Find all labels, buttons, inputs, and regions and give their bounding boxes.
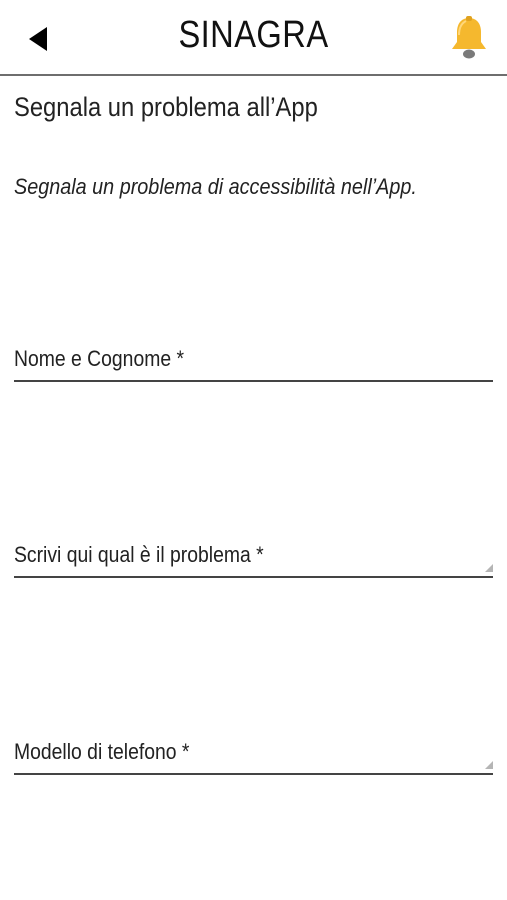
resize-grip-icon[interactable] (485, 564, 493, 572)
resize-grip-icon[interactable] (485, 761, 493, 769)
app-title: SINAGRA (178, 14, 329, 56)
bell-icon (449, 15, 489, 61)
phone-model-field-label: Modello di telefono * (14, 739, 190, 764)
problem-textarea[interactable] (14, 532, 493, 578)
phone-model-textarea[interactable] (14, 729, 493, 775)
app-header (0, 0, 507, 76)
page-subtitle: Segnala un problema di accessibilità nell’App. (14, 174, 417, 199)
name-field[interactable] (14, 336, 493, 382)
notifications-button[interactable] (447, 14, 491, 62)
name-field-label: Nome e Cognome * (14, 346, 185, 371)
page-title: Segnala un problema all’App (14, 92, 318, 122)
problem-field-label: Scrivi qui qual è il problema * (14, 542, 264, 567)
